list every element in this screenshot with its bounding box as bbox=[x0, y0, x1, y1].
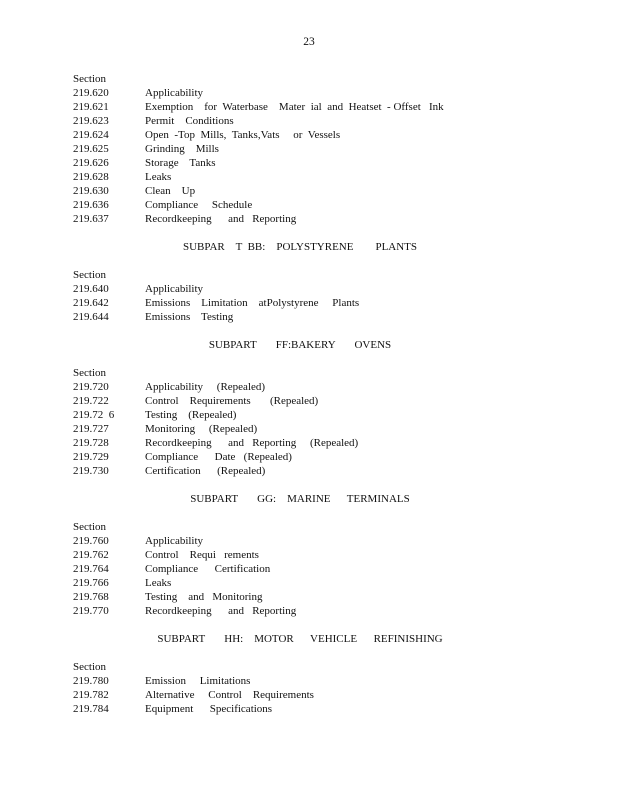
section-row bbox=[73, 688, 573, 702]
section-row bbox=[73, 464, 573, 478]
section-row bbox=[73, 590, 573, 604]
section-number: 219.729 bbox=[73, 451, 109, 463]
section-title: Applicability bbox=[145, 535, 204, 547]
section-row bbox=[73, 170, 573, 184]
section-row bbox=[73, 450, 573, 464]
section-number: 219.766 bbox=[73, 577, 109, 589]
section-number: 219.728 bbox=[73, 437, 109, 449]
section-row bbox=[73, 310, 573, 324]
section-row bbox=[73, 296, 573, 310]
section-title: Control Requi rements bbox=[145, 549, 259, 561]
section-label: Section bbox=[73, 661, 106, 673]
section-title: Recordkeeping and Reporting (Repealed) bbox=[145, 437, 359, 449]
section-title: Compliance Certification bbox=[145, 563, 271, 575]
section-number: 219.630 bbox=[73, 185, 109, 197]
section-number: 219.623 bbox=[73, 115, 109, 127]
section-title: Applicability (Repealed) bbox=[145, 381, 266, 393]
section-row bbox=[73, 198, 573, 212]
subpart-heading: SUBPART FF:BAKERY OVENS bbox=[208, 339, 392, 351]
section-row bbox=[73, 212, 573, 226]
section-number: 219.760 bbox=[73, 535, 109, 547]
section-number: 219.625 bbox=[73, 143, 109, 155]
section-listing bbox=[73, 72, 573, 716]
section-row bbox=[73, 282, 573, 296]
section-label: Section bbox=[73, 521, 106, 533]
section-title: Alternative Control Requirements bbox=[145, 689, 314, 701]
section-number: 219.620 bbox=[73, 87, 109, 99]
section-number: 219.768 bbox=[73, 591, 109, 603]
section-number: 219.727 bbox=[73, 423, 109, 435]
section-title: Testing and Monitoring bbox=[145, 591, 263, 603]
section-row bbox=[73, 394, 573, 408]
section-number: 219.636 bbox=[73, 199, 109, 211]
section-title: Exemption for Waterbase Mater ial and Heatset - Offset Ink bbox=[145, 101, 444, 113]
section-row bbox=[73, 534, 573, 548]
section-title: Certification (Repealed) bbox=[145, 465, 266, 477]
page-number: 23 bbox=[303, 36, 315, 48]
section-number: 219.640 bbox=[73, 283, 109, 295]
section-title: Recordkeeping and Reporting bbox=[145, 605, 297, 617]
section-label: Section bbox=[73, 367, 106, 379]
section-row bbox=[73, 142, 573, 156]
section-row bbox=[73, 86, 573, 100]
subpart-heading: SUBPART GG: MARINE TERMINALS bbox=[190, 493, 410, 505]
section-label: Section bbox=[73, 269, 106, 281]
section-title: Monitoring (Repealed) bbox=[145, 423, 258, 435]
section-number: 219.720 bbox=[73, 381, 109, 393]
section-number: 219.628 bbox=[73, 171, 109, 183]
section-row bbox=[73, 604, 573, 618]
section-row bbox=[73, 408, 573, 422]
section-title: Leaks bbox=[145, 577, 172, 589]
section-title: Recordkeeping and Reporting bbox=[145, 213, 297, 225]
section-title: Control Requirements (Repealed) bbox=[145, 395, 319, 407]
section-row bbox=[73, 128, 573, 142]
section-group bbox=[73, 520, 573, 618]
section-row bbox=[73, 422, 573, 436]
section-title: Compliance Date (Repealed) bbox=[145, 451, 292, 463]
section-number: 219.624 bbox=[73, 129, 109, 141]
section-title: Applicability bbox=[145, 283, 204, 295]
section-row bbox=[73, 380, 573, 394]
subpart-heading: SUBPART HH: MOTOR VEHICLE REFINISHING bbox=[157, 633, 443, 645]
section-row bbox=[73, 114, 573, 128]
section-number: 219.644 bbox=[73, 311, 109, 323]
section-title: Emission Limitations bbox=[145, 675, 251, 687]
section-number: 219.722 bbox=[73, 395, 109, 407]
section-title: Storage Tanks bbox=[145, 157, 216, 169]
section-row bbox=[73, 562, 573, 576]
section-row bbox=[73, 436, 573, 450]
section-title: Permit Conditions bbox=[145, 115, 234, 127]
section-number: 219.780 bbox=[73, 675, 109, 687]
section-number: 219.770 bbox=[73, 605, 109, 617]
section-title: Compliance Schedule bbox=[145, 199, 253, 211]
section-number: 219.782 bbox=[73, 689, 109, 701]
section-row bbox=[73, 548, 573, 562]
section-number: 219.626 bbox=[73, 157, 109, 169]
section-number: 219.637 bbox=[73, 213, 109, 225]
section-number: 219.784 bbox=[73, 703, 109, 715]
section-number: 219.642 bbox=[73, 297, 109, 309]
section-number: 219.730 bbox=[73, 465, 109, 477]
section-title: Emissions Limitation atPolystyrene Plants bbox=[145, 297, 360, 309]
section-label: Section bbox=[73, 73, 106, 85]
section-number: 219.764 bbox=[73, 563, 109, 575]
section-number: 219.621 bbox=[73, 101, 109, 113]
section-title: Equipment Specifications bbox=[145, 703, 273, 715]
section-row bbox=[73, 702, 573, 716]
section-group bbox=[73, 72, 573, 226]
section-row bbox=[73, 576, 573, 590]
subpart-heading: SUBPAR T BB: POLYSTYRENE PLANTS bbox=[182, 241, 418, 253]
section-title: Emissions Testing bbox=[145, 311, 234, 323]
section-row bbox=[73, 156, 573, 170]
section-number: 219.762 bbox=[73, 549, 109, 561]
section-group bbox=[73, 660, 573, 716]
section-row bbox=[73, 100, 573, 114]
section-title: Applicability bbox=[145, 87, 204, 99]
section-group bbox=[73, 268, 573, 324]
section-row bbox=[73, 184, 573, 198]
section-number: 219.72 6 bbox=[73, 409, 115, 421]
section-row bbox=[73, 674, 573, 688]
section-group bbox=[73, 366, 573, 478]
section-title: Open -Top Mills, Tanks,Vats or Vessels bbox=[145, 129, 341, 141]
section-title: Leaks bbox=[145, 171, 172, 183]
section-title: Grinding Mills bbox=[145, 143, 219, 155]
section-title: Clean Up bbox=[145, 185, 196, 197]
section-title: Testing (Repealed) bbox=[145, 409, 237, 421]
